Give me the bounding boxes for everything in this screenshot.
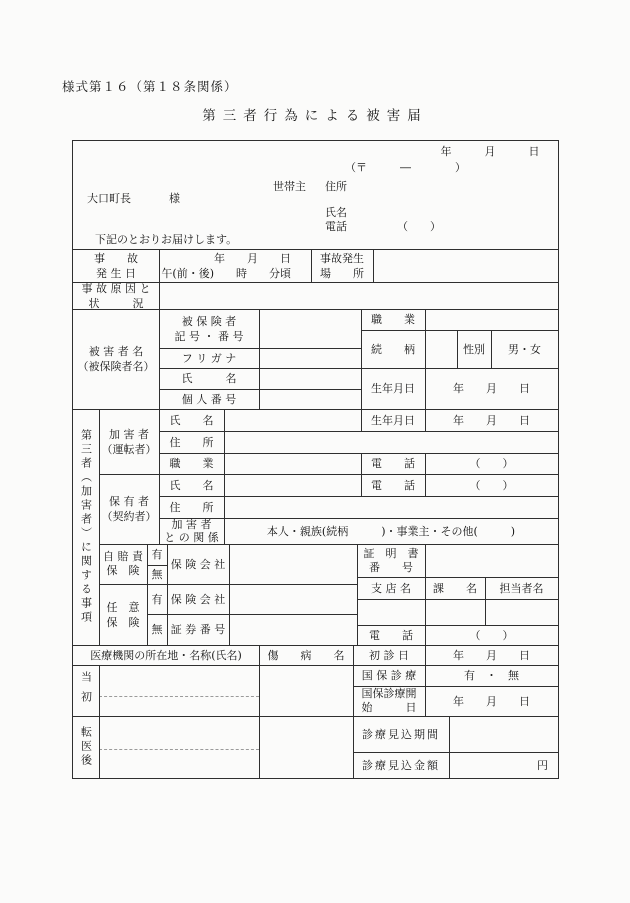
certificate-number-label-line1: 証 明 書 — [363, 546, 419, 560]
name-label: 氏名 — [325, 206, 347, 219]
kokuho-start-placeholder: 年 月 日 — [453, 694, 530, 708]
accident-cause-label-line1: 事 故 原 因 と — [81, 281, 151, 295]
agent-header: 担当者名 — [499, 581, 544, 595]
kokuho-label: 国 保 診 療 — [361, 669, 417, 682]
policy-number-label: 証 券 番 号 — [170, 623, 226, 636]
expected-amount-label: 診療見込金額 — [362, 758, 440, 772]
sex-options: 男・女 — [508, 342, 541, 356]
report-date-line: 年 月 日 — [440, 145, 540, 158]
branch-header: 支 店 名 — [371, 581, 411, 595]
accident-date-label-line1: 事 故 — [94, 251, 138, 265]
furigana-label: フ リ ガ ナ — [181, 351, 237, 365]
initial-label: 当初 — [79, 670, 93, 711]
owner-name-label: 氏 名 — [169, 478, 214, 492]
accident-cause-label — [73, 282, 159, 309]
insured-number-label-line2: 記 号 ・ 番 号 — [174, 329, 244, 343]
occupation-label: 職 業 — [371, 313, 415, 326]
certificate-number-label — [357, 544, 425, 577]
householder-label: 世帯主 — [273, 180, 306, 193]
accident-cause-label-line2: 状 況 — [88, 296, 144, 310]
nini-label — [99, 584, 147, 645]
form-number: 様式第１６（第１８条関係） — [62, 79, 238, 94]
owner-label-line2: （契約者） — [101, 510, 157, 523]
grid-line — [73, 716, 558, 717]
relation-label — [159, 518, 224, 544]
dotted-divider — [99, 749, 259, 750]
grid-line — [373, 249, 374, 282]
personal-number-label: 個 人 番 号 — [181, 392, 237, 406]
insurance-phone-label: 電 話 — [369, 628, 413, 642]
accident-datetime-cell — [159, 249, 311, 282]
owner-phone-paren: （ ） — [469, 478, 514, 492]
dotted-divider — [99, 696, 259, 697]
form-grid — [72, 140, 559, 779]
relation-label-line2: と の 関 係 — [164, 531, 219, 544]
grid-line — [229, 544, 230, 645]
section-header: 課 名 — [433, 581, 477, 595]
offender-label-line1: 加 害 者 — [109, 427, 149, 441]
grid-line — [99, 665, 100, 778]
injury-header: 傷 病 名 — [267, 648, 345, 662]
jibaiseki-company-label: 保 険 会 社 — [170, 557, 226, 571]
yen-unit: 円 — [537, 758, 548, 772]
jibaiseki-label — [99, 544, 147, 584]
form-title: 第三者行為による被害届 — [202, 108, 428, 124]
grid-line — [357, 599, 558, 600]
accident-time-placeholder: 午(前・後) 時 分頃 — [161, 266, 291, 280]
relationship-label: 続 柄 — [371, 342, 415, 356]
kokuho-start-label-line1: 国保診療開 — [361, 687, 417, 700]
victim-section-label — [73, 309, 159, 409]
insured-number-label — [159, 309, 259, 348]
offender-name-label: 氏 名 — [169, 413, 214, 427]
postal-code-line: （〒 ― ） — [345, 161, 466, 174]
owner-address-label: 住 所 — [169, 500, 214, 514]
accident-date-label — [73, 249, 159, 282]
nini-company-label: 保 険 会 社 — [170, 592, 226, 606]
victim-birth-label: 生年月日 — [371, 382, 415, 395]
owner-label — [99, 474, 159, 544]
certificate-number-label-line2: 番 号 — [369, 560, 413, 574]
offender-label — [99, 409, 159, 474]
offender-label-line2: （運転者） — [101, 442, 157, 456]
phone-paren: （ ） — [397, 220, 441, 233]
jibaiseki-label-line1: 自 賠 責 — [103, 550, 143, 563]
offender-birth-placeholder: 年 月 日 — [453, 413, 530, 427]
notice-line: 下記のとおりお届けします。 — [95, 233, 238, 246]
nini-no: 無 — [151, 623, 163, 636]
honorific: 様 — [169, 192, 180, 205]
jibaiseki-yes: 有 — [151, 548, 163, 561]
owner-label-line1: 保 有 者 — [109, 495, 149, 508]
offender-occupation-label: 職 業 — [169, 457, 214, 470]
address-label: 住所 — [325, 180, 347, 193]
expected-period-label: 診療見込期間 — [362, 727, 440, 741]
kokuho-start-label-line2: 始 日 — [361, 701, 417, 714]
first-visit-placeholder: 年 月 日 — [453, 648, 530, 662]
victim-name-label: 氏 名 — [181, 372, 237, 385]
accident-date-label-line2: 発 生 日 — [96, 266, 136, 280]
jibaiseki-label-line2: 保 険 — [106, 564, 140, 577]
owner-phone-label: 電 話 — [371, 478, 415, 492]
phone-label: 電話 — [325, 220, 347, 233]
offender-phone-paren: （ ） — [469, 457, 514, 470]
victim-section-label-line2: （被保険者名） — [77, 360, 155, 373]
relation-label-line1: 加 害 者 — [171, 518, 212, 531]
grid-line — [259, 309, 260, 409]
relation-options: 本人・親族(続柄 )・事業主・その他( ) — [266, 524, 516, 538]
nini-label-line2: 保 険 — [106, 615, 140, 629]
kokuho-start-label — [353, 686, 425, 716]
accident-place-label-line1: 事故発生 — [320, 251, 364, 265]
third-party-section-label: 第三者（加害者）に関する事項 — [79, 429, 93, 625]
jibaiseki-no: 無 — [151, 568, 163, 581]
addressee-mayor: 大口町長 — [87, 192, 131, 205]
offender-address-label: 住 所 — [169, 435, 214, 449]
transfer-label: 転医後 — [79, 726, 93, 768]
accident-place-label-line2: 場 所 — [320, 266, 364, 280]
kokuho-options: 有 ・ 無 — [464, 669, 519, 682]
offender-phone-label: 電 話 — [371, 457, 415, 470]
first-visit-label: 初 診 日 — [369, 648, 409, 662]
accident-date-placeholder: 年 月 日 — [214, 251, 291, 265]
nini-yes: 有 — [151, 592, 163, 606]
insured-number-label-line1: 被 保 険 者 — [181, 314, 237, 328]
insurance-phone-paren: （ ） — [469, 628, 514, 642]
victim-birth-placeholder: 年 月 日 — [453, 382, 530, 395]
institution-header: 医療機関の所在地・名称(氏名) — [90, 648, 242, 662]
offender-birth-label: 生年月日 — [371, 413, 415, 427]
sex-label: 性別 — [463, 342, 485, 356]
victim-section-label-line1: 被 害 者 名 — [88, 345, 144, 358]
accident-place-label — [311, 249, 373, 282]
nini-label-line1: 任 意 — [106, 600, 140, 614]
